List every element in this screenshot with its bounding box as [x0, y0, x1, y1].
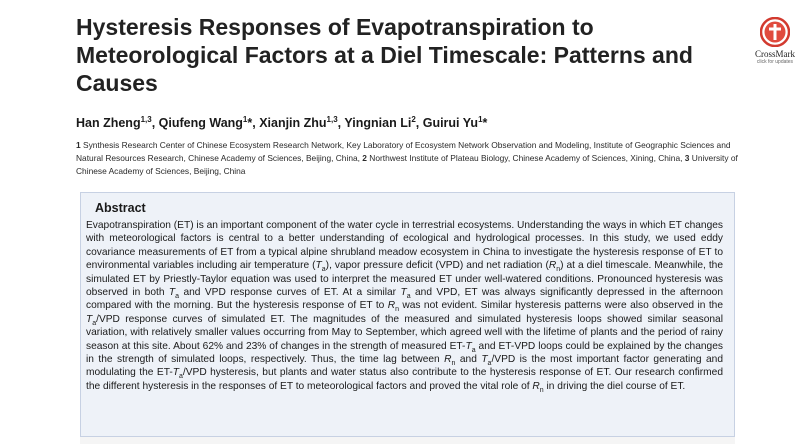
subscript-a: a [406, 293, 411, 301]
author-affil-sup: 1,3 [326, 114, 338, 124]
symbol-T: T [86, 313, 93, 325]
author-name[interactable]: Guirui Yu [422, 116, 479, 130]
author-name[interactable]: Qiufeng Wang [158, 116, 243, 130]
subscript-n: n [451, 360, 456, 368]
abstract-text-segment: and VPD, ET was always significantly depressed in the afternoon compared with the morning. But the hysteresis response of ET to [86, 287, 723, 312]
author-affil-sup: 1,3 [140, 114, 152, 124]
affiliation-text: University of Chinese Academy of Sciences, Beijing, China [76, 153, 738, 176]
affiliation-number: 2 [362, 153, 367, 163]
paper-title: Hysteresis Responses of Evapotranspiration to Meteorological Factors at a Diel Timescale: Patterns and Causes [76, 14, 693, 96]
author-separator: , [151, 116, 159, 130]
next-section-edge [80, 437, 735, 444]
subscript-a: a [92, 319, 97, 327]
crossmark-badge[interactable] [746, 17, 804, 65]
subscript-a: a [321, 266, 326, 274]
symbol-T: T [168, 287, 176, 299]
author-affil-sup: 1 [478, 114, 483, 124]
symbol-T: T [465, 340, 472, 352]
author-separator: *, [247, 116, 260, 130]
abstract-text-segment: /VPD hysteresis, but plants and water status also contribute to the hysteresis response of ET. Our research confirmed the different hysteresis in the responses of ET to meteorological factors and proved the vital role of [86, 367, 723, 392]
affiliation-text: Northwest Institute of Plateau Biology, Chinese Academy of Sciences, Xining, China, [366, 153, 685, 163]
crossmark-sublabel: click for updates [756, 59, 794, 65]
symbol-R: R [387, 300, 396, 312]
symbol-R: R [444, 354, 452, 366]
symbol-T: T [315, 260, 322, 272]
affiliations [76, 139, 746, 178]
author-list [76, 115, 756, 131]
crossmark-label: CrossMark [755, 49, 795, 59]
symbol-T: T [172, 367, 179, 379]
affiliation-number: 1 [76, 140, 81, 150]
abstract-text-segment: and [455, 354, 482, 366]
subscript-a: a [175, 293, 180, 301]
author-name[interactable]: Han Zheng [76, 116, 141, 130]
abstract-heading: Abstract [95, 201, 146, 215]
author-name[interactable]: Yingnian Li [344, 116, 412, 130]
abstract-text-segment: Evapotranspiration (ET) is an important component of the water cycle in terrestrial ecosystems. Understanding the ways in which ET changes with meteorological factors is central to a better understanding of ecological and hydrological processes. In this study, we used eddy covariance measurements of ET from a typical alpine shrubland meadow ecosystem in China to investigate the hysteresis response of ET to environmental variables including air temperature ( [86, 220, 723, 272]
symbol-R: R [548, 260, 557, 272]
abstract-text-segment: ), vapor pressure deficit (VPD) and net radiation ( [325, 260, 549, 272]
symbol-R: R [532, 380, 540, 392]
author-name[interactable]: Xianjin Zhu [259, 116, 327, 130]
subscript-a: a [487, 360, 492, 368]
author-affil-sup: 1 [242, 114, 248, 124]
subscript-n: n [539, 386, 544, 394]
abstract-text-segment: /VPD response curves of simulated ET. The magnitudes of the measured and simulated hysteresis loops showed similar seasonal variation, with relatively smaller values occurring from May to September, which agreed well with the lifetime of plants and the period of rainy season at this site. About 62% and 23% of changes in the strength of measured ET- [86, 313, 723, 352]
abstract-body [86, 219, 723, 393]
subscript-a: a [471, 346, 476, 354]
subscript-a: a [179, 373, 183, 381]
abstract-text-segment: /VPD is the most important factor generating and modulating the ET- [86, 354, 723, 379]
subscript-n: n [556, 266, 561, 274]
abstract-text-segment: and VPD response curves of ET. At a similar [179, 287, 401, 299]
affiliation-text: Synthesis Research Center of Chinese Ecosystem Research Network, Key Laboratory of Ecosystem Network Observation and Modeling, Institute of Geographic Sciences and Natural Resources Research, Chinese Academy of Sciences, Beijing, China, [76, 140, 731, 163]
affiliation-number: 3 [684, 153, 690, 163]
author-separator: , [337, 116, 345, 130]
symbol-T: T [481, 354, 488, 366]
abstract-text-segment: in driving the diel course of ET. [543, 380, 686, 392]
symbol-T: T [400, 287, 407, 299]
abstract-text-segment: ) at a diel timescale. Meanwhile, the simulated ET by Priestly-Taylor equation was used to interpret the measured ET under well-watered conditions. Pronounced hysteresis was observed in both [86, 260, 723, 299]
author-separator: , [415, 116, 423, 130]
author-affil-sup: 2 [411, 114, 416, 124]
abstract-text-segment: was not evident. Similar hysteresis patterns were also observed in the [399, 300, 723, 312]
crossmark-icon [760, 17, 790, 47]
subscript-n: n [395, 306, 399, 314]
author-separator: * [482, 116, 488, 130]
abstract-text-segment: and ET-VPD loops could be explained by the changes in the strength of simulated loops, respectively. Thus, the time lag between [86, 340, 723, 366]
